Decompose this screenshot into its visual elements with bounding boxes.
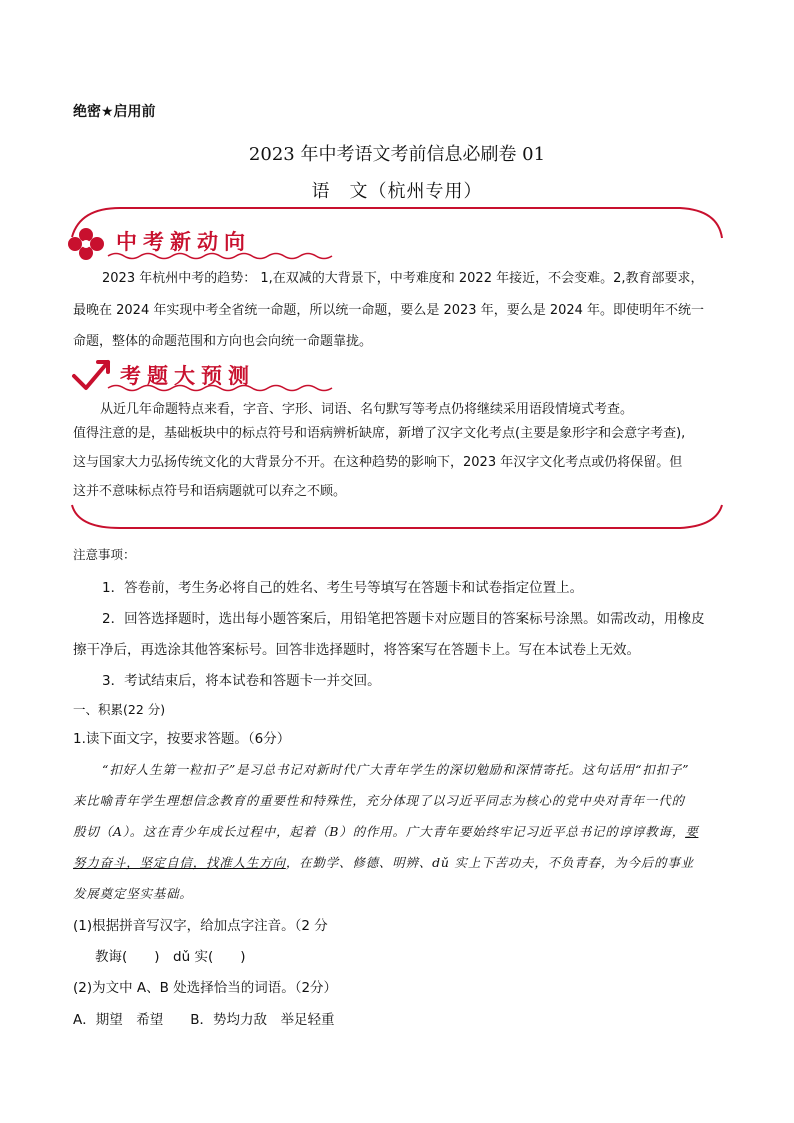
passage-line: 努力奋斗，坚定自信，找准人生方向，在勤学、修德、明辨、dǔ 实上下苦功夫，不负青春，为今后的事业 bbox=[73, 855, 694, 870]
checkmark-arrow-icon bbox=[70, 356, 114, 396]
sub-question-2: (2)为文中 A、B 处选择恰当的词语。（2分） bbox=[73, 980, 338, 996]
predict-line: 值得注意的是，基础板块中的标点符号和语病辨析缺席，新增了汉字文化考点(主要是象形字和会意字考查), bbox=[73, 426, 686, 441]
trend-title: 中考新动向 bbox=[116, 230, 251, 254]
passage-line: 殷切（A）。这在青少年成长过程中，起着（B）的作用。广大青年要始终牢记习近平总书记的谆谆教诲，要 bbox=[73, 824, 699, 839]
passage-line: 来比喻青年学生理想信念教育的重要性和特殊性，充分体现了以习近平同志为核心的党中央对青年一代的 bbox=[73, 793, 685, 808]
page-subtitle: 语 文（杭州专用） bbox=[311, 181, 483, 202]
fill-blanks: 教诲( ) dǔ 实( ) bbox=[95, 949, 246, 965]
predict-line: 从近几年命题特点来看，字音、字形、词语、名句默写等考点仍将继续采用语段情境式考查。 bbox=[100, 402, 634, 417]
option-a: A．期望 希望 B．势均力敌 举足轻重 bbox=[73, 1012, 335, 1028]
notice-item: 2．回答选择题时，选出每小题答案后，用铅笔把答题卡对应题目的答案标号涂黑。如需改动，用橡皮 bbox=[102, 611, 705, 627]
notice-item: 擦干净后，再选涂其他答案标号。回答非选择题时，将答案写在答题卡上。写在本试卷上无效。 bbox=[73, 642, 640, 658]
trend-line: 最晚在 2024 年实现中考全省统一命题，所以统一命题，要么是 2023 年，要么是 2024 年。即使明年不统一 bbox=[73, 303, 705, 318]
secret-label: 绝密★启用前 bbox=[73, 104, 156, 120]
page-title: 2023 年中考语文考前信息必刷卷 01 bbox=[248, 144, 546, 165]
predict-line: 这并不意味标点符号和语病题就可以弃之不顾。 bbox=[73, 484, 347, 499]
notice-item: 3．考试结束后，将本试卷和答题卡一并交回。 bbox=[102, 673, 381, 689]
section-heading: 一、积累(22 分) bbox=[73, 702, 166, 717]
predict-title: 考题大预测 bbox=[120, 364, 255, 388]
passage-line: “扣好人生第一粒扣子”是习总书记对新时代广大青年学生的深切勉励和深情寄托。这句话用“扣扣子” bbox=[102, 762, 690, 777]
sub-question-1: (1)根据拼音写汉字，给加点字注音。（2 分 bbox=[73, 918, 328, 934]
notice-item: 1．答卷前，考生务必将自己的姓名、考生号等填写在答题卡和试卷指定位置上。 bbox=[102, 580, 584, 596]
question-1: 1.读下面文字，按要求答题。（6分） bbox=[73, 731, 291, 747]
trend-line: 命题，整体的命题范围和方向也会向统一命题靠拢。 bbox=[73, 334, 373, 349]
predict-line: 这与国家大力弘扬传统文化的大背景分不开。在这种趋势的影响下，2023 年汉字文化考点或仍将保留。但 bbox=[73, 455, 683, 470]
trend-line: 2023 年杭州中考的趋势： 1,在双减的大背景下，中考难度和 2022 年接近，不会变难。2,教育部要求， bbox=[102, 271, 704, 286]
notice-heading: 注意事项： bbox=[73, 547, 136, 562]
clover-icon bbox=[66, 226, 106, 262]
passage-line: 发展奠定坚实基础。 bbox=[73, 886, 193, 901]
